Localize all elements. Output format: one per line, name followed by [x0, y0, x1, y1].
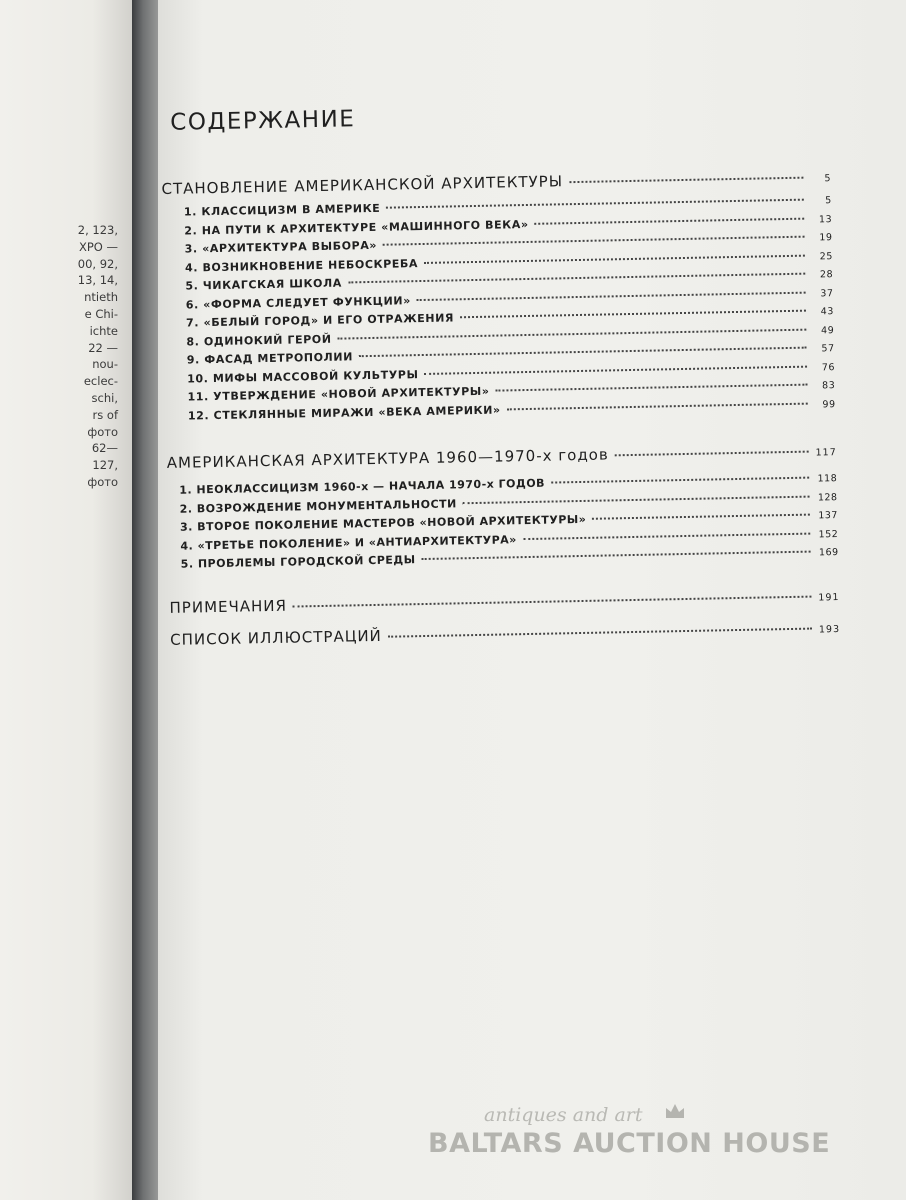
toc-entry-label: 3. «АРХИТЕКТУРА ВЫБОРА»	[184, 238, 378, 256]
toc-page-number: 5	[824, 173, 832, 185]
left-line: schi,	[91, 390, 118, 405]
left-line: 13, 14,	[77, 273, 118, 288]
toc-part-2	[167, 441, 837, 472]
left-page-text	[0, 222, 118, 491]
toc-entry-label: 7. «БЕЛЫЙ ГОРОД» И ЕГО ОТРАЖЕНИЯ	[185, 311, 455, 330]
dot-leader	[615, 451, 809, 457]
dot-leader	[417, 291, 806, 300]
toc-page-number: 5	[825, 195, 832, 207]
toc-entry-label: 2. НА ПУТИ К АРХИТЕКТУРЕ «МАШИННОГО ВЕКА»	[184, 217, 529, 238]
dot-leader	[386, 199, 804, 209]
dot-leader	[460, 310, 806, 319]
toc-page-number: 193	[818, 624, 841, 636]
toc-entry-label: 8. ОДИНОКИЙ ГЕРОЙ	[186, 332, 332, 349]
left-line: 62—	[91, 441, 118, 456]
toc-entry-label: 10. МИФЫ МАССОВОЙ КУЛЬТУРЫ	[187, 367, 419, 386]
watermark-tagline: antiques and art	[484, 1104, 643, 1126]
toc-entry-label: 9. ФАСАД МЕТРОПОЛИИ	[186, 350, 354, 367]
toc-page-number: 13	[818, 213, 833, 225]
left-line: nou-	[92, 357, 118, 372]
toc-entry-label: 4. «ТРЕТЬЕ ПОКОЛЕНИЕ» И «АНТИАРХИТЕКТУРА»	[180, 533, 517, 553]
toc-notes	[169, 586, 839, 617]
toc-page-number: 28	[819, 269, 834, 281]
toc-entry-label: 2. ВОЗРОЖДЕНИЕ МОНУМЕНТАЛЬНОСТИ	[179, 496, 457, 516]
dot-leader	[424, 365, 807, 374]
toc-part-1	[161, 167, 831, 198]
book-spine	[132, 0, 160, 1200]
toc-entry-label: 5. ПРОБЛЕМЫ ГОРОДСКОЙ СРЕДЫ	[180, 553, 416, 572]
left-line: 127,	[92, 458, 118, 473]
toc-part-title: СТАНОВЛЕНИЕ АМЕРИКАНСКОЙ АРХИТЕКТУРЫ	[161, 172, 564, 198]
toc-title: СОДЕРЖАНИЕ	[169, 106, 356, 136]
toc-page-number: 25	[819, 250, 834, 262]
left-page	[0, 0, 132, 1200]
left-line: ichte	[89, 323, 118, 338]
toc-entry-label: 1. НЕОКЛАССИЦИЗМ 1960-х — НАЧАЛА 1970-х ГОДОВ	[179, 476, 546, 497]
dot-leader	[348, 273, 805, 284]
dot-leader	[495, 384, 807, 392]
toc-page-number: 117	[815, 447, 837, 459]
dot-leader	[535, 217, 805, 224]
left-line: фото	[87, 424, 118, 439]
dot-leader	[383, 236, 805, 246]
dot-leader	[359, 347, 807, 358]
dot-leader	[338, 328, 807, 339]
toc-entry-label: 12. СТЕКЛЯННЫЕ МИРАЖИ «ВЕКА АМЕРИКИ»	[187, 403, 501, 423]
toc-notes-title: ПРИМЕЧАНИЯ	[169, 596, 288, 617]
left-line: 00, 92,	[77, 256, 118, 271]
toc-page-number: 57	[821, 343, 835, 355]
left-line: eclec-	[83, 374, 118, 389]
toc-page-number: 118	[817, 473, 838, 485]
dot-leader	[424, 254, 805, 263]
toc-entry-label: 6. «ФОРМА СЛЕДУЕТ ФУНКЦИИ»	[185, 293, 411, 312]
crown-icon	[664, 1102, 686, 1120]
toc-page-number: 137	[818, 510, 839, 522]
left-line: фото	[87, 474, 118, 489]
dot-leader	[293, 596, 812, 608]
left-line: 22 —	[88, 340, 118, 355]
dot-leader	[388, 628, 812, 638]
toc-page-number: 37	[820, 287, 834, 299]
toc-page-number: 152	[818, 528, 839, 541]
dot-leader	[569, 177, 803, 184]
toc-page-number: 76	[821, 361, 836, 373]
left-line: ntieth	[84, 290, 118, 305]
left-line: 2, 123,	[77, 223, 118, 237]
dot-leader	[592, 514, 810, 520]
dot-leader	[523, 532, 810, 540]
left-line: XPO —	[78, 239, 118, 254]
toc-page-number: 191	[818, 592, 840, 604]
toc-entry-label: 1. КЛАССИЦИЗМ В АМЕРИКЕ	[183, 201, 381, 219]
toc-page-number: 83	[822, 380, 836, 392]
dot-leader	[551, 477, 809, 484]
toc-illustrations	[170, 618, 840, 649]
toc-page-number: 19	[819, 232, 833, 244]
toc-part-title: АМЕРИКАНСКАЯ АРХИТЕКТУРА 1960—1970-х годов	[166, 445, 609, 472]
dot-leader	[463, 495, 810, 504]
watermark-brand: BALTARS AUCTION HOUSE	[428, 1128, 831, 1159]
dot-leader	[422, 551, 811, 560]
toc-entry-label: 11. УТВЕРЖДЕНИЕ «НОВОЙ АРХИТЕКТУРЫ»	[187, 384, 490, 404]
left-line: rs of	[92, 407, 118, 422]
toc-page-number: 169	[818, 547, 839, 559]
toc-illustrations-title: СПИСОК ИЛЛЮСТРАЦИЙ	[170, 626, 382, 649]
table-of-contents	[160, 97, 840, 657]
dot-leader	[507, 402, 808, 410]
toc-page-number: 99	[822, 398, 836, 410]
toc-entry-label: 3. ВТОРОЕ ПОКОЛЕНИЕ МАСТЕРОВ «НОВОЙ АРХИТЕКТУРЫ»	[179, 513, 587, 534]
watermark	[428, 1104, 831, 1159]
left-line: e Chi-	[84, 306, 118, 321]
toc-page-number: 43	[820, 306, 835, 318]
toc-page-number: 49	[820, 324, 835, 336]
toc-entry-label: 4. ВОЗНИКНОВЕНИЕ НЕБОСКРЕБА	[184, 256, 419, 275]
toc-entry-label: 5. ЧИКАГСКАЯ ШКОЛА	[185, 276, 343, 293]
toc-page-number: 128	[817, 491, 838, 504]
